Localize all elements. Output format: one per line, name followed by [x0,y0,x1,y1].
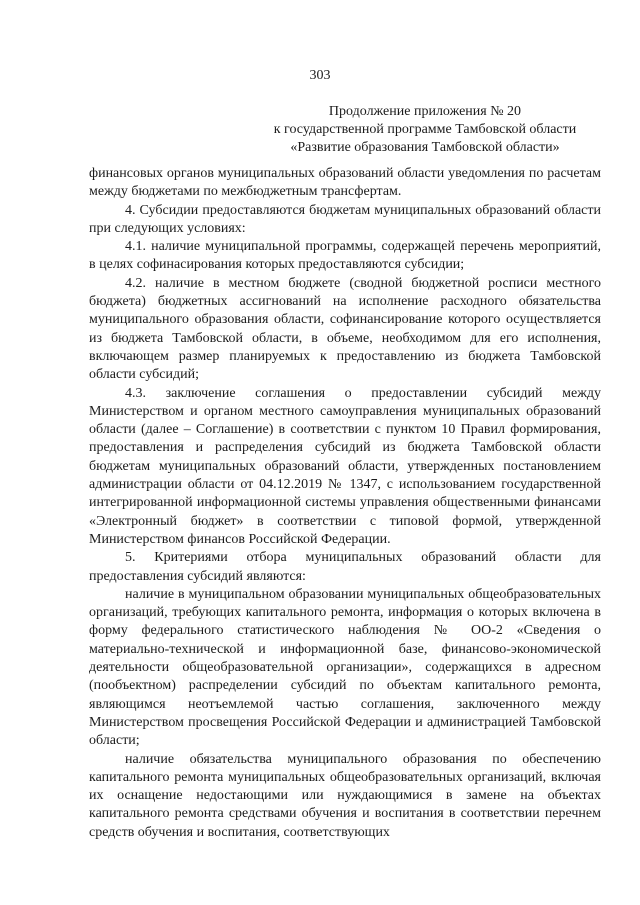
paragraph: 5. Критериями отбора муниципальных образований области для предоставления субсидий являются: [89,550,601,584]
appendix-header-line-1: Продолжение приложения № 20 [328,104,522,119]
paragraph: наличие в муниципальном образовании муниципальных общеобразовательных организаций, требующих капитального ремонта, информация о которых включена в форму федерального статистического наблюдения № ОО-2 «Сведения о материально-технической и информационной базе, финансово-экономической деятельности общеобразовательной организации», содержащихся в адресном (пообъектном) распределении субсидий по объектам капитального ремонта, являющимся неотъемлемой частью соглашения, заключенного между Министерством просвещения Российской Федерации и администрацией Тамбовской области; [89,586,601,749]
appendix-header-line-2: к государственной программе Тамбовской области [273,122,577,137]
paragraph: 4.3. заключение соглашения о предоставлении субсидий между Министерством и органом местного самоуправления муниципальных образований области (далее – Соглашение) в соответствии с пунктом 10 Правил формирования, предоставления и распределения субсидий из бюджета Тамбовской области бюджетам муниципальных образований области, утвержденных постановлением администрации области от 04.12.2019 № 1347, с использованием государственной интегрированной информационной системы управления общественными финансами «Электронный бюджет» в соответствии с типовой формой, утвержденной Министерством финансов Российской Федерации. [89,385,601,547]
paragraph: 4.2. наличие в местном бюджете (сводной бюджетной росписи местного бюджета) бюджетных ассигнований на исполнение расходного обязательства муниципального образования области, софинансирование которого осуществляется из бюджета Тамбовской области, в объеме, необходимом для его исполнения, включающем размер планируемых к предоставлению из бюджета Тамбовской области субсидий; [89,275,601,383]
page-number: 303 [309,68,331,83]
paragraph: финансовых органов муниципальных образований области уведомления по расчетам между бюджетами по межбюджетным трансфертам. [89,166,601,200]
body-text [89,165,601,842]
appendix-header [250,103,600,157]
paragraph: 4.1. наличие муниципальной программы, содержащей перечень мероприятий, в целях софинасирования которых предоставляются субсидии; [89,239,601,273]
appendix-header-line-3: «Развитие образования Тамбовской области» [290,140,560,155]
paragraph: 4. Субсидии предоставляются бюджетам муниципальных образований области при следующих условиях: [89,202,601,236]
paragraph: наличие обязательства муниципального образования по обеспечению капитального ремонта муниципальных общеобразовательных организаций, включая их оснащение недостающими или нуждающимися в замене на объектах капитального ремонта средствами обучения и воспитания в соответствии перечнем средств обучения и воспитания, соответствующих [89,751,601,840]
